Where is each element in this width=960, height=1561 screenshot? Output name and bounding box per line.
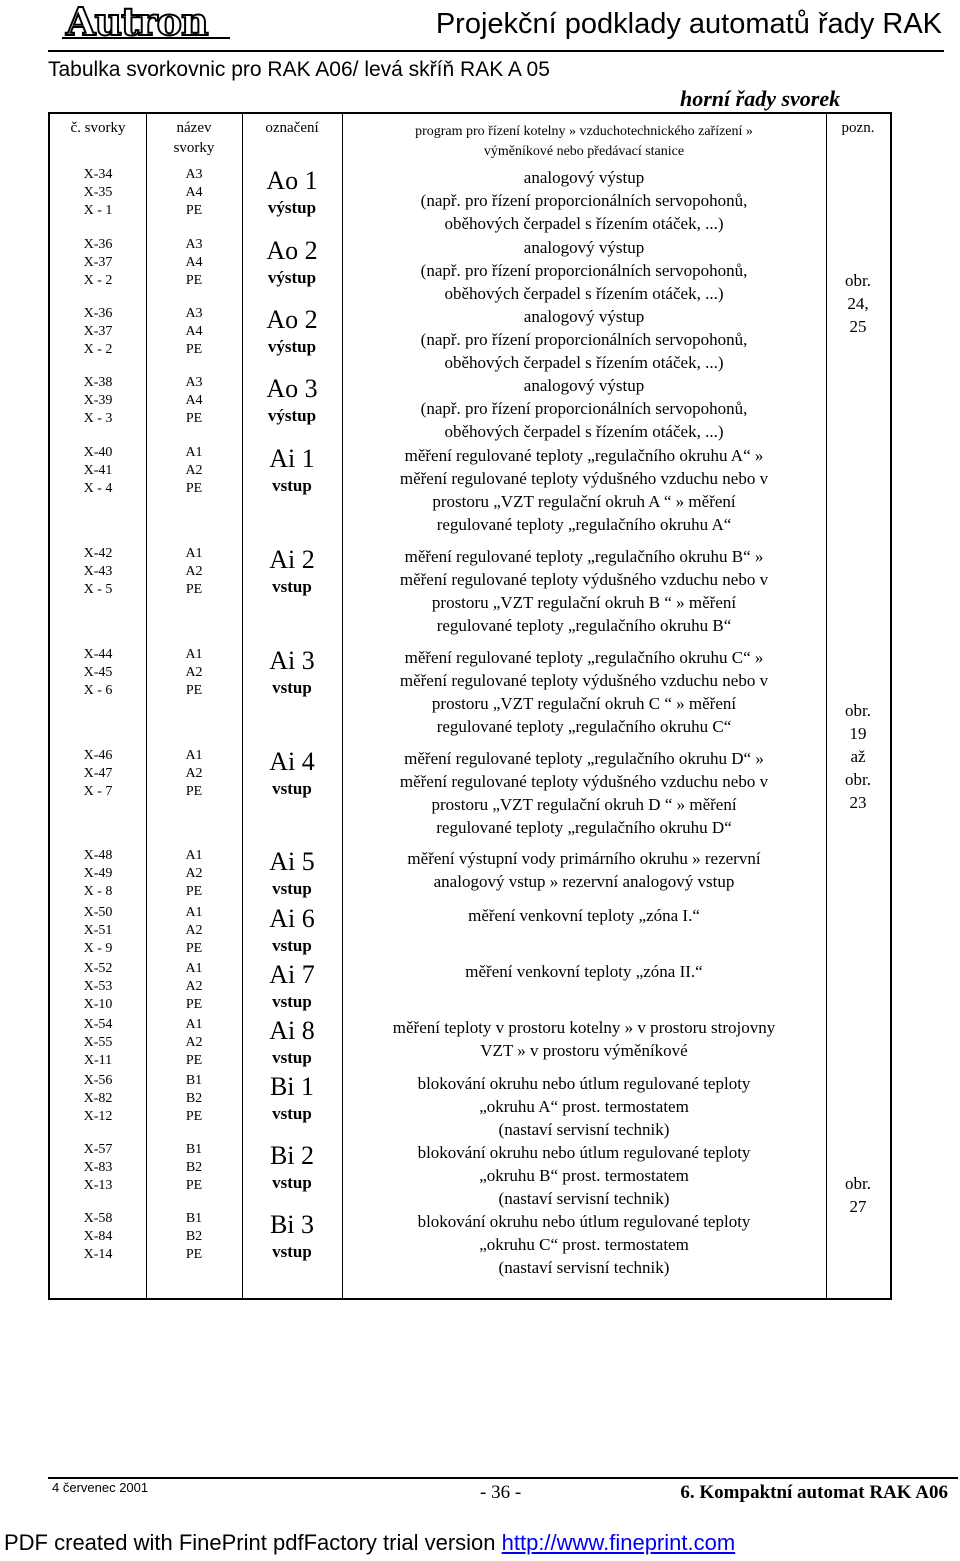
description-line: měření regulované teploty „regulačního okruhu B“ » — [404, 547, 764, 566]
terminal-name: A2 — [185, 564, 203, 579]
description-line: měření venkovní teploty „zóna II.“ — [465, 962, 703, 981]
terminal-numbers — [50, 305, 146, 359]
description-line: měření regulované teploty „regulačního okruhu D“ » — [404, 749, 764, 768]
terminal-names — [146, 1141, 242, 1195]
description-line: oběhových čerpadel s řízením otáček, ...) — [444, 214, 724, 233]
program-description — [342, 904, 826, 927]
description-line: měření regulované teploty výdušného vzduchu nebo v — [399, 570, 769, 589]
terminal-number: X-47 — [83, 766, 113, 781]
terminal-name: A2 — [185, 979, 203, 994]
program-description — [342, 444, 826, 536]
designation — [242, 444, 342, 498]
terminal-names — [146, 960, 242, 1014]
terminal-name: A2 — [185, 766, 203, 781]
designation — [242, 1141, 342, 1195]
terminal-name: PE — [185, 997, 203, 1012]
description-line: (nastaví servisní technik) — [498, 1258, 670, 1277]
io-code: Ao 3 — [266, 374, 318, 403]
terminal-name: A1 — [185, 647, 203, 662]
terminal-name: PE — [185, 683, 203, 698]
terminal-number: X - 2 — [83, 273, 113, 288]
terminal-number: X-82 — [83, 1091, 113, 1106]
designation — [242, 1016, 342, 1070]
terminal-number: X - 7 — [83, 784, 113, 799]
note-reference — [826, 1172, 890, 1218]
terminal-table — [48, 112, 892, 1300]
terminal-numbers — [50, 1141, 146, 1195]
description-line: (např. pro řízení proporcionálních servopohonů, — [420, 261, 748, 280]
terminal-number: X-41 — [83, 463, 113, 478]
terminal-name: A2 — [185, 923, 203, 938]
note-reference — [826, 699, 890, 814]
description-line: (např. pro řízení proporcionálních servopohonů, — [420, 191, 748, 210]
terminal-number: X-52 — [83, 961, 113, 976]
terminal-name: A3 — [185, 306, 203, 321]
description-line: prostoru „VZT regulační okruh C “ » měření — [431, 694, 737, 713]
io-direction: vstup — [272, 577, 312, 596]
designation — [242, 1210, 342, 1264]
description-line: „okruhu C“ prost. termostatem — [479, 1235, 689, 1254]
terminal-number: X - 2 — [83, 342, 113, 357]
terminal-number: X - 4 — [83, 481, 113, 496]
terminal-number: X-39 — [83, 393, 113, 408]
io-direction: vstup — [272, 678, 312, 697]
io-code: Ao 2 — [266, 236, 318, 265]
pdf-watermark-text: PDF created with FinePrint pdfFactory trial version — [4, 1530, 502, 1555]
description-line: měření venkovní teploty „zóna I.“ — [468, 906, 700, 925]
terminal-name: A1 — [185, 1017, 203, 1032]
autron-logo — [62, 2, 230, 40]
description-line: oběhových čerpadel s řízením otáček, ...) — [444, 353, 724, 372]
note-line: obr. — [845, 701, 871, 720]
terminal-numbers — [50, 1016, 146, 1070]
terminal-name: PE — [185, 1109, 203, 1124]
designation — [242, 747, 342, 801]
io-direction: vstup — [272, 936, 312, 955]
description-line: regulované teploty „regulačního okruhu A“ — [436, 515, 732, 534]
terminal-numbers — [50, 166, 146, 220]
io-code: Ai 2 — [269, 545, 315, 574]
io-code: Ai 1 — [269, 444, 315, 473]
terminal-number: X-11 — [83, 1053, 113, 1068]
terminal-number: X - 8 — [83, 884, 113, 899]
designation — [242, 646, 342, 700]
terminal-numbers — [50, 646, 146, 700]
terminal-number: X - 5 — [83, 582, 113, 597]
terminal-number: X-48 — [83, 848, 113, 863]
terminal-names — [146, 646, 242, 700]
description-line: „okruhu B“ prost. termostatem — [479, 1166, 689, 1185]
terminal-numbers — [50, 374, 146, 428]
terminal-name: A1 — [185, 748, 203, 763]
terminal-number: X-50 — [83, 905, 113, 920]
description-line: regulované teploty „regulačního okruhu C“ — [436, 717, 732, 736]
terminal-name: B1 — [185, 1073, 203, 1088]
description-line: (např. pro řízení proporcionálních servopohonů, — [420, 330, 748, 349]
io-code: Bi 1 — [269, 1072, 315, 1101]
terminal-name: B2 — [185, 1229, 203, 1244]
program-description — [342, 1072, 826, 1141]
program-description — [342, 305, 826, 374]
io-direction: vstup — [272, 779, 312, 798]
terminal-name: A1 — [185, 848, 203, 863]
terminal-name: B2 — [185, 1091, 203, 1106]
chapter-title: 6. Kompaktní automat RAK A06 — [680, 1482, 948, 1503]
note-line: 23 — [849, 793, 867, 812]
terminal-number: X-40 — [83, 445, 113, 460]
io-code: Ai 3 — [269, 646, 315, 675]
designation — [242, 305, 342, 359]
io-direction: vstup — [272, 1104, 312, 1123]
terminal-number: X-10 — [83, 997, 113, 1012]
terminal-name: B1 — [185, 1142, 203, 1157]
document-title: Tabulka svorkovnic pro RAK A06/ levá skříň RAK A 05 — [48, 58, 550, 81]
terminal-name: A4 — [185, 393, 203, 408]
description-line: blokování okruhu nebo útlum regulované teploty — [417, 1143, 751, 1162]
terminal-name: PE — [185, 941, 203, 956]
note-line: 27 — [849, 1197, 867, 1216]
io-direction: vstup — [272, 1242, 312, 1261]
note-line: obr. — [845, 1174, 871, 1193]
terminal-names — [146, 305, 242, 359]
terminal-names — [146, 166, 242, 220]
terminal-name: PE — [185, 1178, 203, 1193]
terminal-number: X-56 — [83, 1073, 113, 1088]
description-line: blokování okruhu nebo útlum regulované teploty — [417, 1074, 751, 1093]
terminal-number: X-38 — [83, 375, 113, 390]
terminal-numbers — [50, 747, 146, 801]
footer-date: 4 červenec 2001 — [52, 1480, 149, 1495]
header-program: program pro řízení kotelny » vzduchotechnického zařízení » výměníkové nebo předávací stanice — [415, 124, 753, 159]
terminal-number: X-84 — [83, 1229, 113, 1244]
description-line: blokování okruhu nebo útlum regulované teploty — [417, 1212, 751, 1231]
terminal-name: A1 — [185, 445, 203, 460]
terminal-names — [146, 444, 242, 498]
terminal-names — [146, 545, 242, 599]
description-line: (nastaví servisní technik) — [498, 1189, 670, 1208]
note-line: obr. — [845, 271, 871, 290]
program-description — [342, 960, 826, 983]
pdf-watermark — [4, 1530, 735, 1556]
page-number: - 36 - — [480, 1482, 522, 1503]
terminal-name: A2 — [185, 463, 203, 478]
designation — [242, 236, 342, 290]
terminal-number: X-42 — [83, 546, 113, 561]
description-line: oběhových čerpadel s řízením otáček, ...) — [444, 284, 724, 303]
designation — [242, 1072, 342, 1126]
terminal-number: X - 3 — [83, 411, 113, 426]
program-description — [342, 166, 826, 235]
terminal-number: X-12 — [83, 1109, 113, 1124]
terminal-name: A3 — [185, 237, 203, 252]
program-description — [342, 236, 826, 305]
io-code: Ai 6 — [269, 904, 315, 933]
terminal-number: X-43 — [83, 564, 113, 579]
terminal-name: A2 — [185, 1035, 203, 1050]
terminal-number: X-37 — [83, 324, 113, 339]
terminal-name: PE — [185, 582, 203, 597]
description-line: měření teploty v prostoru kotelny » v prostoru strojovny — [392, 1018, 776, 1037]
description-line: měření regulované teploty „regulačního okruhu C“ » — [404, 648, 764, 667]
note-line: 24, — [847, 294, 869, 313]
terminal-name: A1 — [185, 546, 203, 561]
terminal-names — [146, 236, 242, 290]
io-direction: vstup — [272, 476, 312, 495]
terminal-numbers — [50, 444, 146, 498]
io-code: Ai 7 — [269, 960, 315, 989]
description-line: měření regulované teploty výdušného vzduchu nebo v — [399, 671, 769, 690]
fineprint-link[interactable]: http://www.fineprint.com — [501, 1530, 736, 1555]
designation — [242, 374, 342, 428]
terminal-numbers — [50, 1072, 146, 1126]
terminal-names — [146, 747, 242, 801]
note-line: obr. — [845, 770, 871, 789]
terminal-number: X-14 — [83, 1247, 113, 1262]
description-line: analogový výstup — [523, 307, 645, 326]
terminal-number: X - 1 — [83, 203, 113, 218]
description-line: prostoru „VZT regulační okruh B “ » měření — [431, 593, 737, 612]
terminal-number: X-55 — [83, 1035, 113, 1050]
header-designation: označení — [265, 120, 319, 136]
io-direction: výstup — [267, 337, 317, 356]
terminal-number: X - 6 — [83, 683, 113, 698]
io-code: Ao 2 — [266, 305, 318, 334]
terminal-number: X-54 — [83, 1017, 113, 1032]
io-code: Ai 4 — [269, 747, 315, 776]
io-code: Ao 1 — [266, 166, 318, 195]
designation — [242, 545, 342, 599]
terminal-name: A4 — [185, 255, 203, 270]
header-terminal-name: název svorky — [173, 120, 215, 156]
description-line: regulované teploty „regulačního okruhu D“ — [436, 818, 732, 837]
io-direction: výstup — [267, 198, 317, 217]
terminal-name: PE — [185, 784, 203, 799]
program-description — [342, 646, 826, 738]
io-direction: výstup — [267, 268, 317, 287]
description-line: měření regulované teploty výdušného vzduchu nebo v — [399, 772, 769, 791]
designation — [242, 904, 342, 958]
description-line: analogový výstup — [523, 238, 645, 257]
program-description — [342, 1141, 826, 1210]
io-direction: vstup — [272, 1048, 312, 1067]
description-line: regulované teploty „regulačního okruhu B“ — [436, 616, 732, 635]
terminal-numbers — [50, 545, 146, 599]
description-line: prostoru „VZT regulační okruh D “ » měření — [431, 795, 737, 814]
terminal-name: PE — [185, 1053, 203, 1068]
terminal-names — [146, 1072, 242, 1126]
terminal-name: A2 — [185, 866, 203, 881]
header-title: Projekční podklady automatů řady RAK — [435, 8, 942, 40]
terminal-name: PE — [185, 342, 203, 357]
terminal-number: X-13 — [83, 1178, 113, 1193]
terminal-number: X-53 — [83, 979, 113, 994]
terminal-number: X-51 — [83, 923, 113, 938]
description-line: měření výstupní vody primárního okruhu » rezervní — [407, 849, 761, 868]
terminal-names — [146, 1016, 242, 1070]
terminal-name: PE — [185, 481, 203, 496]
terminal-name: A3 — [185, 375, 203, 390]
terminal-number: X-34 — [83, 167, 113, 182]
header-divider — [48, 50, 944, 52]
description-line: analogový výstup — [523, 168, 645, 187]
note-line: až — [850, 747, 866, 766]
terminal-numbers — [50, 960, 146, 1014]
section-label: horní řady svorek — [680, 86, 841, 111]
note-reference — [826, 269, 890, 338]
terminal-name: PE — [185, 203, 203, 218]
io-direction: vstup — [272, 879, 312, 898]
terminal-numbers — [50, 236, 146, 290]
program-description — [342, 1016, 826, 1062]
program-description — [342, 545, 826, 637]
note-line: 25 — [849, 317, 867, 336]
terminal-number: X-58 — [83, 1211, 113, 1226]
header-notes: pozn. — [841, 120, 875, 136]
terminal-names — [146, 904, 242, 958]
terminal-name: B1 — [185, 1211, 203, 1226]
terminal-names — [146, 1210, 242, 1264]
terminal-name: PE — [185, 1247, 203, 1262]
terminal-number: X-35 — [83, 185, 113, 200]
terminal-name: PE — [185, 411, 203, 426]
terminal-number: X-57 — [83, 1142, 113, 1157]
terminal-numbers — [50, 1210, 146, 1264]
description-line: oběhových čerpadel s řízením otáček, ...) — [444, 422, 724, 441]
terminal-name: A4 — [185, 324, 203, 339]
terminal-name: A1 — [185, 961, 203, 976]
io-direction: výstup — [267, 406, 317, 425]
terminal-numbers — [50, 847, 146, 901]
terminal-name: A1 — [185, 905, 203, 920]
terminal-number: X-44 — [83, 647, 113, 662]
terminal-number: X-37 — [83, 255, 113, 270]
description-line: VZT » v prostoru výměníkové — [480, 1041, 688, 1060]
io-direction: vstup — [272, 1173, 312, 1192]
terminal-number: X-46 — [83, 748, 113, 763]
terminal-name: A4 — [185, 185, 203, 200]
program-description — [342, 847, 826, 893]
description-line: (nastaví servisní technik) — [498, 1120, 670, 1139]
program-description — [342, 374, 826, 443]
terminal-number: X-45 — [83, 665, 113, 680]
description-line: analogový výstup — [523, 376, 645, 395]
svg-text:Autron: Autron — [66, 2, 208, 40]
description-line: měření regulované teploty výdušného vzduchu nebo v — [399, 469, 769, 488]
terminal-name: A2 — [185, 665, 203, 680]
io-code: Ai 5 — [269, 847, 315, 876]
description-line: (např. pro řízení proporcionálních servopohonů, — [420, 399, 748, 418]
terminal-name: PE — [185, 273, 203, 288]
terminal-name: B2 — [185, 1160, 203, 1175]
terminal-number: X-36 — [83, 306, 113, 321]
designation — [242, 847, 342, 901]
note-line: 19 — [849, 724, 867, 743]
description-line: měření regulované teploty „regulačního okruhu A“ » — [404, 446, 764, 465]
terminal-name: PE — [185, 884, 203, 899]
designation — [242, 960, 342, 1014]
program-description — [342, 747, 826, 839]
terminal-names — [146, 374, 242, 428]
terminal-numbers — [50, 904, 146, 958]
header-terminal-number: č. svorky — [70, 120, 126, 136]
terminal-name: A3 — [185, 167, 203, 182]
program-description — [342, 1210, 826, 1279]
description-line: analogový vstup » rezervní analogový vstup — [433, 872, 735, 891]
description-line: prostoru „VZT regulační okruh A “ » měření — [432, 492, 736, 511]
terminal-number: X - 9 — [83, 941, 113, 956]
io-direction: vstup — [272, 992, 312, 1011]
terminal-number: X-36 — [83, 237, 113, 252]
terminal-number: X-83 — [83, 1160, 113, 1175]
footer-divider — [48, 1477, 958, 1479]
terminal-number: X-49 — [83, 866, 113, 881]
terminal-names — [146, 847, 242, 901]
io-code: Bi 3 — [269, 1210, 315, 1239]
designation — [242, 166, 342, 220]
io-code: Bi 2 — [269, 1141, 315, 1170]
description-line: „okruhu A“ prost. termostatem — [479, 1097, 689, 1116]
io-code: Ai 8 — [269, 1016, 315, 1045]
